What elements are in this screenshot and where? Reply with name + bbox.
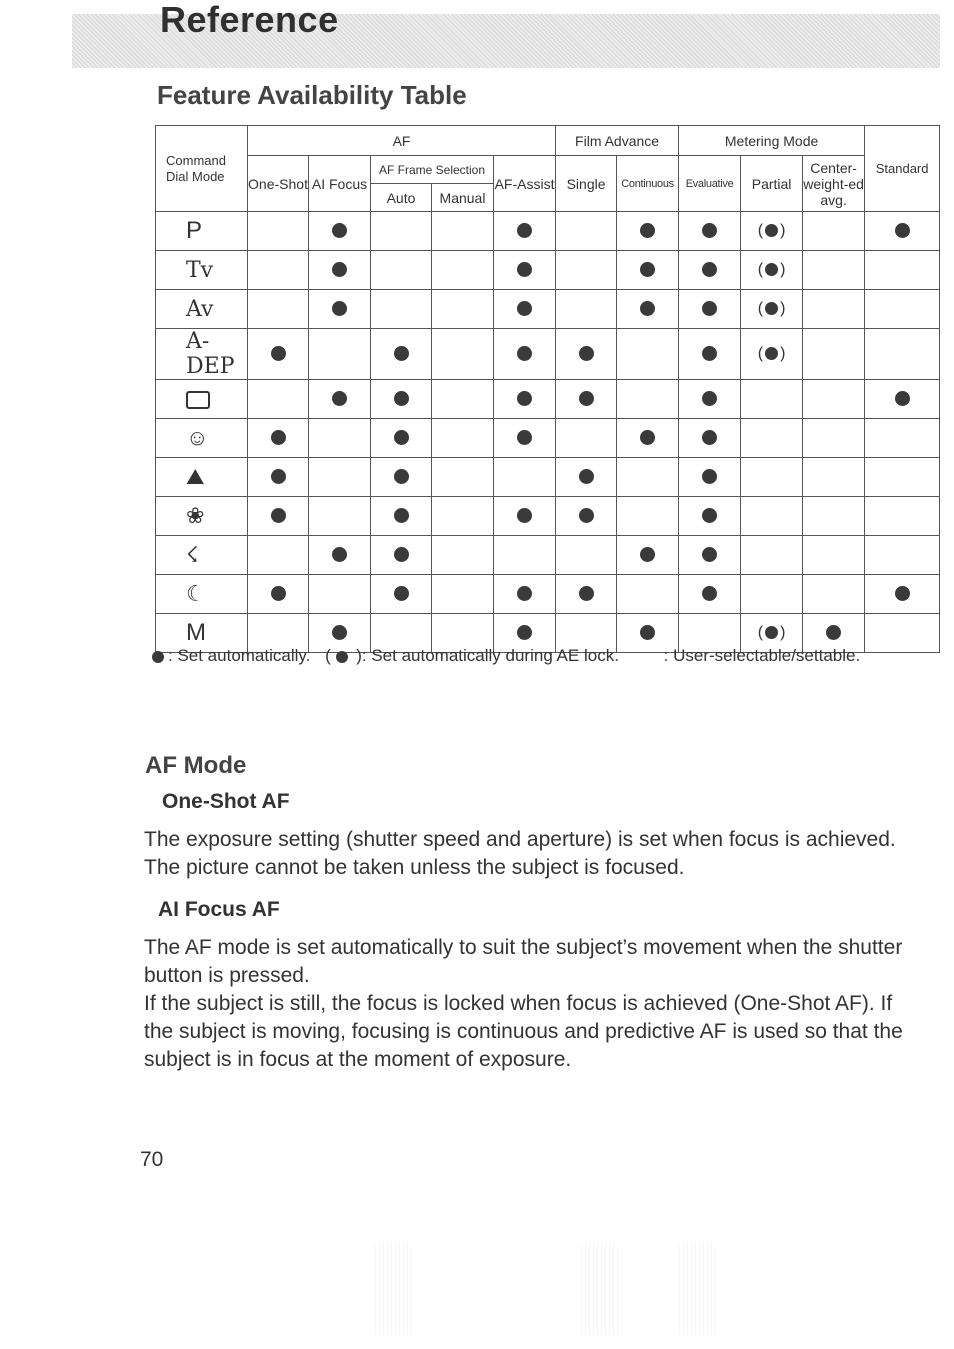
cell-auto bbox=[371, 251, 432, 290]
set-dot-icon bbox=[394, 586, 409, 601]
table-row bbox=[156, 497, 940, 536]
set-dot-icon bbox=[640, 625, 655, 640]
cell-af-assist bbox=[494, 290, 556, 329]
cell-standard bbox=[865, 575, 940, 614]
cell-af-assist bbox=[494, 251, 556, 290]
cell-single bbox=[556, 329, 617, 380]
film-advance-header: Film Advance bbox=[556, 126, 679, 156]
set-dot-icon bbox=[579, 586, 594, 601]
cell-standard bbox=[865, 380, 940, 419]
closeup-icon: ❀ bbox=[186, 503, 205, 528]
cell-single bbox=[556, 536, 617, 575]
cell-manual bbox=[432, 329, 494, 380]
section-title: Feature Availability Table bbox=[157, 80, 467, 110]
cell-manual bbox=[432, 251, 494, 290]
set-dot-icon bbox=[579, 391, 594, 406]
cell-one-shot bbox=[248, 212, 309, 251]
cell-ai-focus bbox=[309, 251, 371, 290]
sports-icon: ☇ bbox=[186, 542, 199, 567]
set-dot-icon bbox=[517, 391, 532, 406]
lock-dot-icon bbox=[336, 651, 348, 663]
set-dot-icon bbox=[640, 547, 655, 562]
set-dot-icon bbox=[702, 547, 717, 562]
set-dot-icon bbox=[579, 346, 594, 361]
cell-one-shot bbox=[248, 290, 309, 329]
table-row bbox=[156, 380, 940, 419]
set-dot-icon bbox=[517, 223, 532, 238]
set-dot-icon bbox=[517, 262, 532, 277]
set-dot-icon bbox=[271, 508, 286, 523]
set-dot-icon bbox=[332, 301, 347, 316]
set-dot-icon bbox=[702, 262, 717, 277]
cell-ai-focus bbox=[309, 290, 371, 329]
set-dot-icon bbox=[640, 430, 655, 445]
cell-af-assist bbox=[494, 212, 556, 251]
af-mode-title: AF Mode bbox=[145, 752, 247, 779]
cell-af-assist bbox=[494, 497, 556, 536]
cell-partial bbox=[741, 212, 803, 251]
night-icon: ☾ bbox=[186, 581, 206, 606]
cell-one-shot bbox=[248, 458, 309, 497]
cell-partial bbox=[741, 329, 803, 380]
cell-single bbox=[556, 497, 617, 536]
ai-focus-header: AI Focus bbox=[309, 156, 371, 212]
table-row bbox=[156, 329, 940, 380]
cell-center-weighted bbox=[803, 419, 865, 458]
set-dot-icon bbox=[517, 625, 532, 640]
mode-full-auto bbox=[156, 380, 248, 419]
single-header: Single bbox=[556, 156, 617, 212]
metering-mode-header: Metering Mode bbox=[679, 126, 865, 156]
cell-auto bbox=[371, 575, 432, 614]
cell-standard bbox=[865, 251, 940, 290]
set-dot-icon bbox=[702, 508, 717, 523]
cell-manual bbox=[432, 497, 494, 536]
mode-landscape bbox=[156, 458, 248, 497]
cell-single bbox=[556, 419, 617, 458]
set-dot-icon bbox=[271, 469, 286, 484]
af-assist-header: AF-Assist bbox=[494, 156, 556, 212]
cell-ai-focus bbox=[309, 458, 371, 497]
set-dot-icon bbox=[394, 547, 409, 562]
cell-ai-focus bbox=[309, 329, 371, 380]
cell-ai-focus bbox=[309, 536, 371, 575]
cell-partial bbox=[741, 419, 803, 458]
portrait-icon: ☺ bbox=[186, 425, 209, 450]
cell-single bbox=[556, 290, 617, 329]
page-number: 70 bbox=[140, 1148, 164, 1171]
evaluative-header: Evaluative bbox=[679, 156, 741, 212]
cell-center-weighted bbox=[803, 380, 865, 419]
lock-dot-icon: ( ) bbox=[757, 261, 786, 278]
mode-close-up bbox=[156, 497, 248, 536]
set-dot-icon bbox=[702, 469, 717, 484]
cell-evaluative bbox=[679, 497, 741, 536]
auto-header: Auto bbox=[371, 184, 432, 212]
set-dot-icon bbox=[394, 508, 409, 523]
cell-single bbox=[556, 251, 617, 290]
cell-one-shot bbox=[248, 536, 309, 575]
ai-focus-af-title: AI Focus AF bbox=[158, 898, 280, 921]
cell-single bbox=[556, 575, 617, 614]
cell-standard bbox=[865, 419, 940, 458]
cell-ai-focus bbox=[309, 212, 371, 251]
landscape-icon: ⛰ bbox=[186, 464, 205, 489]
set-dot-icon bbox=[702, 346, 717, 361]
set-dot-icon bbox=[517, 430, 532, 445]
set-dot-icon bbox=[640, 301, 655, 316]
table-legend bbox=[152, 646, 952, 666]
cell-standard bbox=[865, 536, 940, 575]
cell-evaluative bbox=[679, 329, 741, 380]
mode-label: Tv bbox=[156, 251, 248, 290]
table-row bbox=[156, 458, 940, 497]
mode-night bbox=[156, 575, 248, 614]
cell-partial bbox=[741, 497, 803, 536]
cell-af-assist bbox=[494, 419, 556, 458]
lock-dot-icon: ( ) bbox=[757, 222, 786, 239]
mode-portrait bbox=[156, 419, 248, 458]
cell-continuous bbox=[617, 251, 679, 290]
table-body bbox=[156, 212, 940, 653]
lock-dot-icon: ( ) bbox=[757, 345, 786, 362]
cell-partial bbox=[741, 575, 803, 614]
cell-single bbox=[556, 458, 617, 497]
ai-focus-af-text-1: The AF mode is set automatically to suit the subject’s movement when the shutter button is pressed. bbox=[144, 936, 903, 987]
cell-one-shot bbox=[248, 419, 309, 458]
cell-one-shot bbox=[248, 380, 309, 419]
set-dot-icon bbox=[517, 301, 532, 316]
cell-evaluative bbox=[679, 536, 741, 575]
header-title: Reference bbox=[160, 0, 339, 40]
cell-standard bbox=[865, 212, 940, 251]
cell-center-weighted bbox=[803, 458, 865, 497]
set-dot-icon bbox=[579, 508, 594, 523]
cell-evaluative bbox=[679, 290, 741, 329]
set-dot-icon bbox=[702, 430, 717, 445]
one-shot-af-title: One-Shot AF bbox=[162, 790, 290, 813]
set-dot-icon bbox=[271, 586, 286, 601]
cell-af-assist bbox=[494, 575, 556, 614]
cell-evaluative bbox=[679, 380, 741, 419]
set-dot-icon bbox=[394, 391, 409, 406]
cell-auto bbox=[371, 497, 432, 536]
legend-set-text: : Set automatically. bbox=[168, 646, 311, 665]
cell-evaluative bbox=[679, 212, 741, 251]
table-row bbox=[156, 251, 940, 290]
set-dot-icon bbox=[517, 346, 532, 361]
cell-auto bbox=[371, 212, 432, 251]
cell-continuous bbox=[617, 419, 679, 458]
mode-sports bbox=[156, 536, 248, 575]
manual-header: Manual bbox=[432, 184, 494, 212]
cell-auto bbox=[371, 380, 432, 419]
set-dot-icon bbox=[394, 469, 409, 484]
cell-evaluative bbox=[679, 251, 741, 290]
cell-continuous bbox=[617, 329, 679, 380]
cell-ai-focus bbox=[309, 419, 371, 458]
cell-auto bbox=[371, 329, 432, 380]
cell-standard bbox=[865, 497, 940, 536]
cell-evaluative bbox=[679, 458, 741, 497]
cell-manual bbox=[432, 536, 494, 575]
cell-center-weighted bbox=[803, 536, 865, 575]
cell-ai-focus bbox=[309, 575, 371, 614]
legend-lock bbox=[325, 646, 619, 666]
cell-one-shot bbox=[248, 251, 309, 290]
cell-standard bbox=[865, 458, 940, 497]
cell-continuous bbox=[617, 536, 679, 575]
mode-label: M bbox=[156, 614, 248, 653]
cell-manual bbox=[432, 290, 494, 329]
table-row bbox=[156, 212, 940, 251]
command-dial-mode-header: Command Dial Mode bbox=[156, 126, 248, 212]
cell-manual bbox=[432, 380, 494, 419]
set-dot-icon bbox=[152, 651, 164, 663]
one-shot-header: One-Shot bbox=[248, 156, 309, 212]
set-dot-icon bbox=[702, 391, 717, 406]
cell-continuous bbox=[617, 380, 679, 419]
set-dot-icon bbox=[640, 223, 655, 238]
cell-standard bbox=[865, 329, 940, 380]
af-group-header: AF bbox=[248, 126, 556, 156]
center-weighted-header: Center-weight-ed avg. bbox=[803, 156, 865, 212]
set-dot-icon bbox=[702, 586, 717, 601]
mode-label: P bbox=[156, 212, 248, 251]
set-dot-icon bbox=[332, 547, 347, 562]
cell-ai-focus bbox=[309, 380, 371, 419]
set-dot-icon bbox=[826, 625, 841, 640]
lock-dot-icon: ( ) bbox=[757, 300, 786, 317]
set-dot-icon bbox=[895, 586, 910, 601]
set-dot-icon bbox=[394, 430, 409, 445]
set-dot-icon bbox=[332, 223, 347, 238]
set-dot-icon bbox=[702, 223, 717, 238]
cell-center-weighted bbox=[803, 329, 865, 380]
full-auto-icon bbox=[186, 391, 210, 409]
cell-evaluative bbox=[679, 419, 741, 458]
cell-partial bbox=[741, 380, 803, 419]
partial-header: Partial bbox=[741, 156, 803, 212]
legend-user-text: : User-selectable/settable. bbox=[663, 646, 861, 665]
cell-single bbox=[556, 212, 617, 251]
legend-user bbox=[634, 646, 861, 666]
cell-single bbox=[556, 380, 617, 419]
ai-focus-af-text-2: If the subject is still, the focus is locked when focus is achieved (One-Shot AF). If the subject is moving, focusing is continuous and predictive AF is used so that the subject is in focus at the moment of exposure. bbox=[144, 992, 903, 1071]
table-row bbox=[156, 419, 940, 458]
cell-manual bbox=[432, 458, 494, 497]
cell-partial bbox=[741, 290, 803, 329]
cell-partial bbox=[741, 536, 803, 575]
lock-dot-icon: ( ) bbox=[757, 624, 786, 641]
set-dot-icon bbox=[332, 391, 347, 406]
cell-center-weighted bbox=[803, 497, 865, 536]
cell-af-assist bbox=[494, 329, 556, 380]
af-frame-selection-header: AF Frame Selection bbox=[371, 156, 494, 184]
feature-availability-table bbox=[155, 125, 940, 653]
table-row bbox=[156, 575, 940, 614]
cell-continuous bbox=[617, 290, 679, 329]
mode-label: Av bbox=[156, 290, 248, 329]
cell-continuous bbox=[617, 497, 679, 536]
cell-af-assist bbox=[494, 536, 556, 575]
set-dot-icon bbox=[271, 430, 286, 445]
cell-continuous bbox=[617, 458, 679, 497]
cell-auto bbox=[371, 458, 432, 497]
table-row bbox=[156, 536, 940, 575]
cell-center-weighted bbox=[803, 212, 865, 251]
set-dot-icon bbox=[271, 346, 286, 361]
cell-continuous bbox=[617, 575, 679, 614]
user-swatch-icon bbox=[634, 649, 664, 661]
cell-manual bbox=[432, 212, 494, 251]
cell-standard bbox=[865, 290, 940, 329]
cell-auto bbox=[371, 419, 432, 458]
cell-af-assist bbox=[494, 458, 556, 497]
set-dot-icon bbox=[579, 469, 594, 484]
table-row bbox=[156, 290, 940, 329]
set-dot-icon bbox=[517, 508, 532, 523]
legend-set bbox=[152, 646, 310, 666]
cell-one-shot bbox=[248, 329, 309, 380]
legend-lock-open: ( bbox=[325, 646, 331, 665]
cell-partial bbox=[741, 251, 803, 290]
set-dot-icon bbox=[640, 262, 655, 277]
scan-artifact bbox=[578, 1245, 618, 1335]
set-dot-icon bbox=[332, 262, 347, 277]
set-dot-icon bbox=[702, 301, 717, 316]
scan-artifact bbox=[372, 1245, 412, 1335]
cell-manual bbox=[432, 575, 494, 614]
cell-continuous bbox=[617, 212, 679, 251]
cell-ai-focus bbox=[309, 497, 371, 536]
cell-manual bbox=[432, 419, 494, 458]
set-dot-icon bbox=[332, 625, 347, 640]
set-dot-icon bbox=[895, 223, 910, 238]
cell-evaluative bbox=[679, 575, 741, 614]
cell-auto bbox=[371, 290, 432, 329]
cell-auto bbox=[371, 536, 432, 575]
continuous-header: Continuous bbox=[617, 156, 679, 212]
scan-artifact bbox=[676, 1245, 716, 1335]
cell-center-weighted bbox=[803, 575, 865, 614]
mode-label: A-DEP bbox=[156, 329, 248, 380]
cell-one-shot bbox=[248, 497, 309, 536]
standard-header: Standard bbox=[865, 126, 940, 212]
set-dot-icon bbox=[517, 586, 532, 601]
one-shot-af-text: The exposure setting (shutter speed and aperture) is set when focus is achieved. The picture cannot be taken unless the subject is focused. bbox=[144, 828, 896, 879]
cell-center-weighted bbox=[803, 290, 865, 329]
cell-partial bbox=[741, 458, 803, 497]
cell-af-assist bbox=[494, 380, 556, 419]
legend-lock-text: ): Set automatically during AE lock. bbox=[356, 646, 619, 665]
cell-center-weighted bbox=[803, 251, 865, 290]
cell-one-shot bbox=[248, 575, 309, 614]
set-dot-icon bbox=[394, 346, 409, 361]
set-dot-icon bbox=[895, 391, 910, 406]
